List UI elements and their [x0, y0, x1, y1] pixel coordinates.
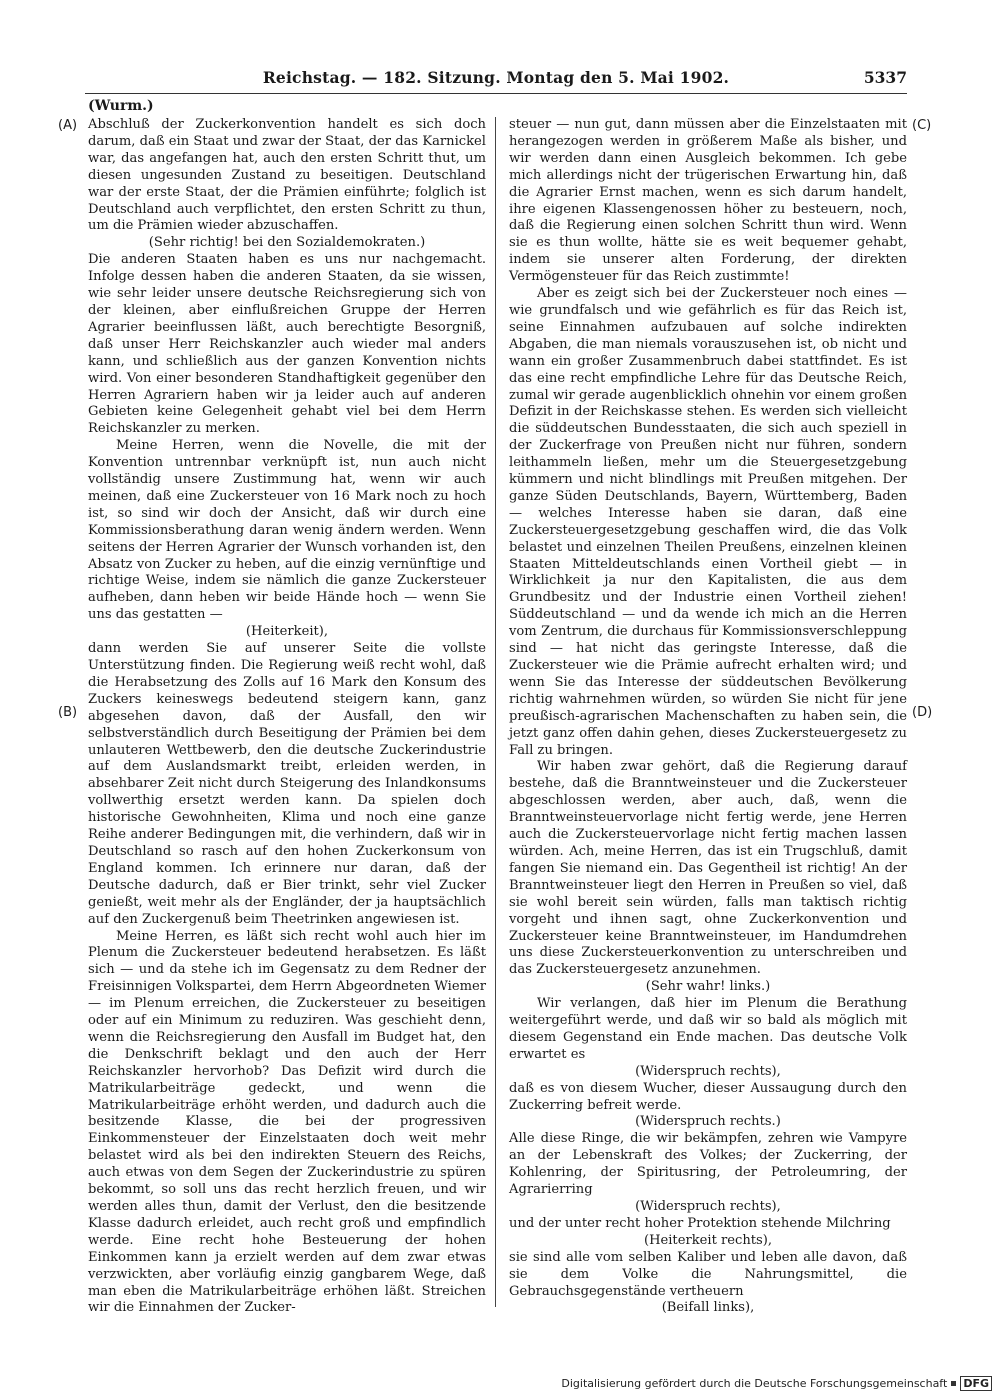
interjection: (Heiterkeit), — [245, 624, 329, 640]
interjection: (Beifall links), — [661, 1300, 755, 1316]
left-column — [88, 117, 486, 1317]
header-title: Reichstag. — 182. Sitzung. Montag den 5. Mai 1902. — [262, 68, 730, 87]
interjection: (Widerspruch rechts), — [635, 1199, 781, 1214]
page-number: 5337 — [863, 68, 907, 87]
interjection: (Widerspruch rechts.) — [635, 1114, 781, 1130]
paragraph: steuer — nun gut, dann müssen aber die Einzelstaaten mit herangezogen werden in größerem Maße als bisher, und wir werden dann einen Ausgleich bekommen. Ich gebe mich allerdings nicht der trügerischen Erwartung hin, daß die Agrarier Ernst machen, wenn es sich darum handelt, ihre eigenen Klassengenossen höher zu besteuern, noch, daß die Regierung einen solchen Schritt thun wird. Wenn sie es thun wollte, hätte sie es weit bequemer gehabt, indem sie unserer alten Forderung, der direkten Vermögensteuer für das Reich zustimmte! — [509, 117, 907, 285]
paragraph: Meine Herren, wenn die Novelle, die mit der Konvention untrennbar verknüpft ist, nun auch nicht vollständig unsere Zustimmung hat, wenn wir auch meinen, daß eine Zuckersteuer von 16 Mark noch zu hoch ist, so sind wir doch der Ansicht, daß wir durch eine Kommissionsberathung daran wenig ändern werden. Wenn seitens der Herren Agrarier der Wunsch vorhanden ist, den Absatz von Zucker zu heben, auf die einzig vernünftige und richtige Weise, indem sie nämlich die ganze Zuckersteuer aufheben, dann heben wir beide Hände hoch — wenn Sie uns das gestatten — — [88, 438, 486, 623]
paragraph: Wir haben zwar gehört, daß die Regierung darauf bestehe, daß die Branntweinsteuer und die Zuckersteuer abgeschlossen werden, aber auch, daß, wenn die Branntweinsteuervorlage nicht fertig werde, jene Herren auch die Zuckersteuervorlage nicht fertig machen lassen würden. Ach, meine Herren, das ist ein Trugschluß, damit fangen Sie niemand ein. Das Gegentheil ist richtig! An der Branntweinsteuer liegt den Herren in Preußen so viel, daß sie wohl bereit sein würden, falls man taktisch richtig vorgeht und ihnen sagt, ohne Zuckerkonvention und Zuckersteuer keine Branntweinsteuer, im Handumdrehen uns diese Zuckersteuerkonvention zu unterschreiben und das Zuckersteuergesetz anzunehmen. — [509, 759, 907, 978]
margin-marker-a: (A) — [58, 118, 78, 133]
margin-marker-b: (B) — [58, 705, 78, 720]
margin-marker-c: (C) — [912, 118, 932, 133]
page-header — [85, 68, 907, 96]
margin-marker-d: (D) — [912, 705, 933, 720]
column-divider — [495, 117, 496, 1307]
interjection: (Widerspruch rechts), — [635, 1063, 781, 1079]
footer-text: Digitalisierung gefördert durch die Deutsche Forschungsgemeinschaft — [561, 1377, 948, 1390]
header-rule — [85, 93, 907, 94]
paragraph: daß es von diesem Wucher, dieser Aussaugung durch den Zuckerring befreit werde. — [509, 1080, 907, 1113]
right-column — [509, 117, 907, 1317]
paragraph: dann werden Sie auf unserer Seite die vollste Unterstützung finden. Die Regierung weiß recht wohl, daß die Herabsetzung des Zolls auf 16 Mark den Konsum des Zuckers keineswegs bedeutend steigern kann, ganz abgesehen davon, daß der Ausfall, den wir selbstverständlich durch Beseitigung der Prämien bei dem unlauteren Wettbewerb, den die deutsche Zuckerindustrie auf dem Auslandsmarkt treibt, erleiden werden, in absehbarer Zeit nicht durch Steigerung des Inlandkonsums vollwerthig ersetzt werden kann. Da spielen doch historische Gewohnheiten, Klima und noch eine ganze Reihe anderer Bedingungen mit, die verhindern, daß wir in Deutschland so rasch auf den hohen Zuckerkonsum von England kommen. Ich erinnere nur daran, daß der Deutsche dadurch, daß er Bier trinkt, sehr viel Zucker genießt, weit mehr als der Engländer, der ja hauptsächlich auf den Zuckergenuß beim Theetrinken angewiesen ist. — [88, 641, 486, 927]
interjection: (Sehr wahr! links.) — [645, 979, 771, 995]
paragraph: Wir verlangen, daß hier im Plenum die Berathung weitergeführt werde, und daß wir so bald als möglich mit diesem Gegenstand ein Ende machen. Das deutsche Volk erwartet es — [509, 996, 907, 1062]
interjection: (Sehr richtig! bei den Sozialdemokraten.) — [148, 235, 426, 251]
paragraph: Abschluß der Zuckerkonvention handelt es sich doch darum, daß ein Staat und zwar der Staat, der das Karnickel war, das angefangen hat, auch den ersten Schritt thut, um diesen ungesunden Zustand zu beseitigen. Deutschland war der erste Staat, der die Prämien einführte; folglich ist Deutschland auch verpflichtet, den ersten Schritt zu thun, um die Prämien wieder abzuschaffen. — [88, 117, 486, 234]
paragraph: sie sind alle vom selben Kaliber und leben alle davon, daß sie dem Volke die Nahrungsmittel, die Gebrauchsgegenstände vertheuern — [509, 1249, 907, 1299]
paragraph: Aber es zeigt sich bei der Zuckersteuer noch eines — wie grundfalsch und wie gefährlich es für das Reich ist, seine Einnahmen aufzubauen auf solche indirekten Abgaben, die man niemals vorauszusehen ist, ob nicht und wann ein großer Zusammenbruch dabei stattfindet. Es ist das eine recht empfindliche Lehre für das Deutsche Reich, zumal wir gerade augenblicklich ohnehin vor einem großen Defizit in der Reichskasse stehen. Es werden sich vielleicht die süddeutschen Bundesstaaten, die sich auch speziell in der Zuckerfrage von Preußen nicht nur führen, sondern leithammeln ließen, mehr um die Steuergesetzgebung kümmern und nicht blindlings mit Preußen mitgehen. Der ganze Süden Deutschlands, Bayern, Württemberg, Baden — welches Interesse haben sie daran, daß eine Zuckersteuergesetzgebung geschaffen wird, die das Volk belastet und einzelnen Theilen Preußens, einzelnen kleinen Staaten Mitteldeutschlands einen Vortheil giebt — in Wirklichkeit ja nur den Kapitalisten, die aus dem Grundbesitz und der Industrie einen Vortheil ziehen! Süddeutschland — und da wende ich mich an die Herren vom Zentrum, die durchaus für Kommissionsverschleppung sind — hat nicht das geringste Interesse, daß die Zuckersteuer wie die Prämie aufrecht erhalten wird; und wenn Sie das Interesse der süddeutschen Bevölkerung richtig wahrnehmen würden, so würden Sie nicht für jene preußisch-agrarischen Machenschaften zu haben sein, die jetzt ganz offen dahin gehen, dieses Zuckersteuergesetz zu Fall zu bringen. — [509, 286, 907, 758]
dfg-logo: DFG — [960, 1376, 992, 1391]
paragraph: Die anderen Staaten haben es uns nur nachgemacht. Infolge dessen haben die anderen Staaten, da sie wissen, wie sehr leider unsere deutsche Reichsregierung sich von der kleinen, aber einflußreichen Gruppe der Herren Agrarier beeinflussen läßt, auch berechtigte Besorgniß, daß unser Herr Reichskanzler auch wieder mal anders kann, und schließlich aus der ganzen Konvention nichts wird. Von einer besonderen Standhaftigkeit gegenüber den Herren Agrariern haben wir ja leider auch auf anderen Gebieten keine Gelegenheit gehabt viel bei dem Herrn Reichskanzler zu merken. — [88, 252, 486, 437]
interjection: (Heiterkeit rechts), — [643, 1232, 773, 1248]
paragraph: Meine Herren, es läßt sich recht wohl auch hier im Plenum die Zuckersteuer bedeutend herabsetzen. Es läßt sich — und da stehe ich im Gegensatz zu dem Redner der Freisinnigen Volkspartei, dem Herrn Abgeordneten Wiemer — im Plenum erreichen, die Zuckersteuer zu beseitigen oder auf ein Minimum zu reduziren. Was geschieht denn, wenn die Reichsregierung den Ausfall im Budget hat, den die Denkschrift beklagt und den auch der Herr Reichskanzler hervorhob? Das Defizit wird durch die Matrikularbeiträge gedeckt, und wenn die Matrikularbeiträge erhöht werden, und dadurch auch die besitzende Klasse, die bei der progressiven Einkommensteuer der Einzelstaaten doch weit mehr belastet wird als bei den indirekten Steuern des Reichs, auch etwas von dem Segen der Zuckerindustrie zu spüren bekommt, so soll uns das recht herzlich freuen, und wir werden alles thun, damit der Verlust, den die besitzende Klasse dadurch erleidet, auch recht groß und empfindlich werde. Eine recht hohe Besteuerung der hohen Einkommen kann ja erzielt werden auf dem zwar etwas verzwickten, aber vorläufig einzig gangbarem Wege, daß man eben die Matrikularbeiträge erhöhen läßt. Streichen wir die Einnahmen der Zucker- — [88, 928, 486, 1316]
paragraph: Alle diese Ringe, die wir bekämpfen, zehren wie Vampyre an der Lebenskraft des Volkes; der Zuckerring, der Kohlenring, der Spiritusring, der Petroleumring, der Agrarierring — [509, 1131, 907, 1198]
bullet-icon — [951, 1381, 956, 1386]
digitization-footer — [561, 1376, 992, 1391]
paragraph: und der unter recht hoher Protektion stehende Milchring — [509, 1215, 891, 1231]
speaker-name: (Wurm.) — [88, 98, 154, 114]
